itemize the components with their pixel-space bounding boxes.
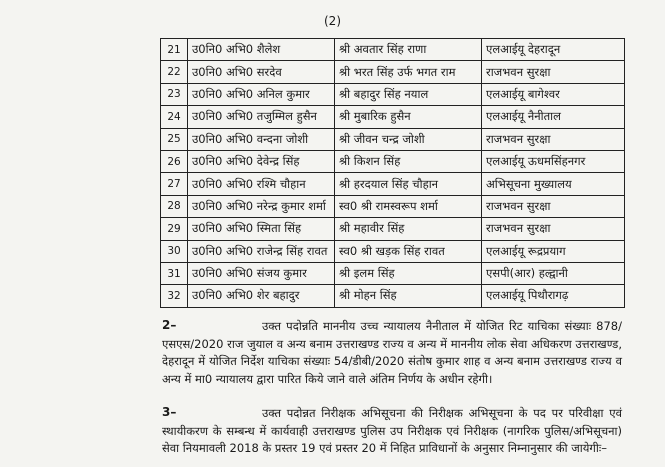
officer-name: उ0नि0 अभि0 देवेन्द्र सिंह <box>188 150 335 172</box>
posting-unit: राजभवन सुरक्षा <box>482 61 625 83</box>
table-row <box>161 61 625 83</box>
posting-unit: एलआईयू नैनीताल <box>482 106 625 128</box>
posting-unit: एलआईयू ऊधमसिंहनगर <box>482 150 625 172</box>
father-name: श्री जीवन चन्द्र जोशी <box>335 128 482 150</box>
row-number: 31 <box>161 262 188 284</box>
promotion-table <box>160 38 625 308</box>
row-number: 27 <box>161 173 188 195</box>
father-name: श्री मोहन सिंह <box>335 285 482 307</box>
row-number: 24 <box>161 106 188 128</box>
table-row <box>161 262 625 284</box>
officer-name: उ0नि0 अभि0 अनिल कुमार <box>188 83 335 105</box>
officer-name: उ0नि0 अभि0 संजय कुमार <box>188 262 335 284</box>
officer-name: उ0नि0 अभि0 रश्मि चौहान <box>188 173 335 195</box>
officer-name: उ0नि0 अभि0 नरेन्द्र कुमार शर्मा <box>188 195 335 217</box>
row-number: 22 <box>161 61 188 83</box>
posting-unit: अभिसूचना मुख्यालय <box>482 173 625 195</box>
table-row <box>161 218 625 240</box>
father-name: श्री किशन सिंह <box>335 150 482 172</box>
table-row <box>161 106 625 128</box>
table-row <box>161 285 625 307</box>
officer-name: उ0नि0 अभि0 शेर बहादुर <box>188 285 335 307</box>
posting-unit: एलआईयू बागेश्वर <box>482 83 625 105</box>
row-number: 29 <box>161 218 188 240</box>
officer-name: उ0नि0 अभि0 सरदेव <box>188 61 335 83</box>
posting-unit: एलआईयू रूद्रप्रयाग <box>482 240 625 262</box>
table-row <box>161 240 625 262</box>
page-number: (2) <box>324 14 341 28</box>
table-row <box>161 83 625 105</box>
father-name: श्री हरदयाल सिंह चौहान <box>335 173 482 195</box>
paragraph-2-text: उक्त पदोन्नति माननीय उच्च न्यायालय नैनीताल में योजित रिट याचिका संख्याः 878/एसएस/2020 राज जुयाल व अन्य बनाम उत्तराखण्ड राज्य व अन्य में माननीय लोक सेवा अधिकरण उत्तराखण्ड, देहरादून में योजित निर्देश याचिका संख्याः 54/डीबी/2020 संतोष कुमार शाह व अन्य बनाम उत्तराखण्ड राज्य व अन्य में मा0 न्यायालय द्वारा पारित किये जाने वाले अंतिम निर्णय के अधीन रहेगी। <box>162 319 622 386</box>
row-number: 23 <box>161 83 188 105</box>
officer-name: उ0नि0 अभि0 स्मिता सिंह <box>188 218 335 240</box>
posting-unit: एलआईयू पिथौरागढ़ <box>482 285 625 307</box>
table-row <box>161 128 625 150</box>
posting-unit: राजभवन सुरक्षा <box>482 218 625 240</box>
table-row <box>161 150 625 172</box>
table-row <box>161 195 625 217</box>
row-number: 32 <box>161 285 188 307</box>
table-row <box>161 173 625 195</box>
row-number: 25 <box>161 128 188 150</box>
posting-unit: एसपी(आर) हल्द्वानी <box>482 262 625 284</box>
father-name: श्री भरत सिंह उर्फ भगत राम <box>335 61 482 83</box>
posting-unit: राजभवन सुरक्षा <box>482 128 625 150</box>
posting-unit: राजभवन सुरक्षा <box>482 195 625 217</box>
posting-unit: एलआईयू देहरादून <box>482 39 625 61</box>
row-number: 26 <box>161 150 188 172</box>
row-number: 21 <box>161 39 188 61</box>
father-name: स्व0 श्री रामस्वरूप शर्मा <box>335 195 482 217</box>
paragraph-3-number: 3– <box>162 405 177 419</box>
paragraph-3-text: उक्त पदोन्नत निरीक्षक अभिसूचना की निरीक्षक अभिसूचना के पद पर परिवीक्षा एवं स्थायीकरण के सम्बन्ध में कार्यवाही उत्तराखण्ड पुलिस उप निरीक्षक एवं निरीक्षक (नागरिक पुलिस/अभिसूचना) सेवा नियमावली 2018 के प्रस्तर 19 एवं प्रस्तर 20 में निहित प्राविधानों के अनुसार निम्नानुसार की जायेगीः– <box>162 406 622 455</box>
officer-name: उ0नि0 अभि0 वन्दना जोशी <box>188 128 335 150</box>
father-name: श्री इलम सिंह <box>335 262 482 284</box>
table-row <box>161 39 625 61</box>
father-name: श्री मुबारिक हुसैन <box>335 106 482 128</box>
row-number: 28 <box>161 195 188 217</box>
paragraph-2-number: 2– <box>162 318 177 332</box>
row-number: 30 <box>161 240 188 262</box>
officer-name: उ0नि0 अभि0 राजेन्द्र सिंह रावत <box>188 240 335 262</box>
father-name: श्री अवतार सिंह राणा <box>335 39 482 61</box>
father-name: श्री बहादुर सिंह नयाल <box>335 83 482 105</box>
officer-name: उ0नि0 अभि0 तजुम्मिल हुसैन <box>188 106 335 128</box>
father-name: स्व0 श्री खड़क सिंह रावत <box>335 240 482 262</box>
father-name: श्री महावीर सिंह <box>335 218 482 240</box>
officer-name: उ0नि0 अभि0 शैलेश <box>188 39 335 61</box>
